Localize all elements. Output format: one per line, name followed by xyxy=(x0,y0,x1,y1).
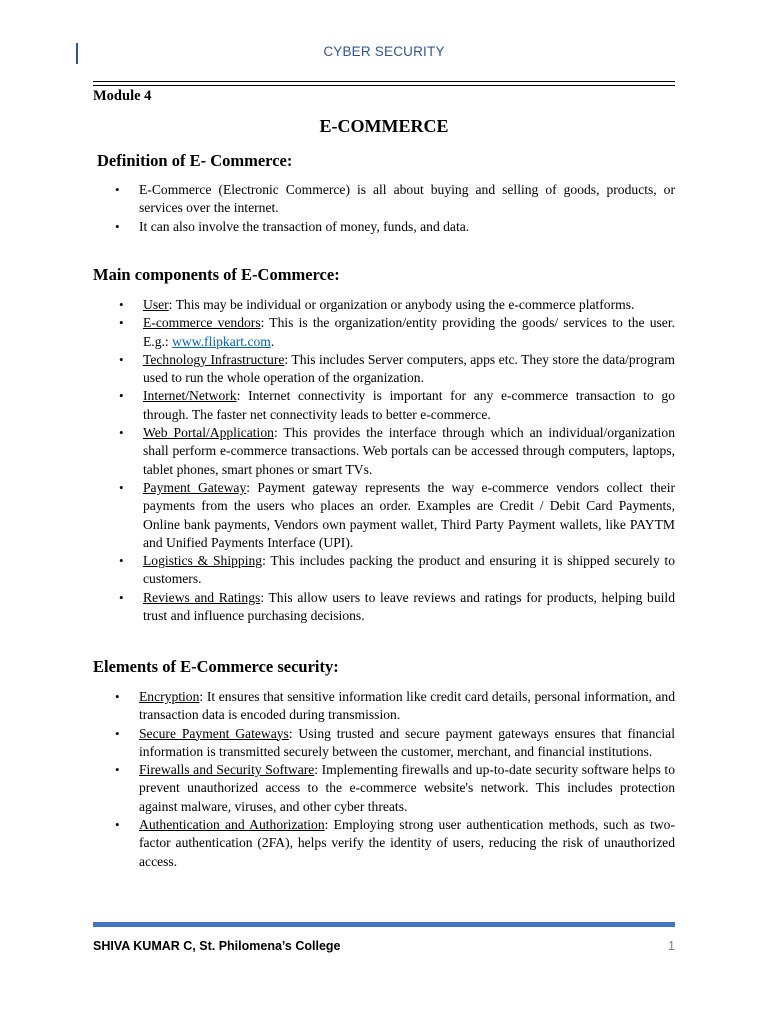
components-list xyxy=(143,296,675,625)
section-heading-components: Main components of E-Commerce: xyxy=(93,265,340,284)
footer-rule xyxy=(93,922,675,927)
item-term: Secure Payment Gateways xyxy=(139,725,289,741)
item-term: User xyxy=(143,297,169,312)
item-text: : This includes Server computers, apps etc. They store the data/program used to run the whole operation of the organization. xyxy=(143,351,675,386)
footer-author: SHIVA KUMAR C, St. Philomena’s College xyxy=(93,939,341,953)
module-label: Module 4 xyxy=(93,88,152,104)
item-text: : Using trusted and secure payment gateways ensures that financial information is transmitted securely between the customer, merchant, and financial institutions. xyxy=(139,725,675,759)
list-item xyxy=(143,424,675,479)
list-item xyxy=(143,589,675,626)
item-term: Logistics & Shipping xyxy=(143,553,263,569)
list-item xyxy=(139,816,675,871)
list-item xyxy=(139,218,675,236)
item-text: : Payment gateway represents the way e-commerce vendors collect their payments from the users who places an order. Examples are Credit / Debit Card Payments, Online bank payments, Vendors own payment wallet, Third Party Payment wallets, like PAYTM and Unified Payments Interface (UPI). xyxy=(143,479,675,550)
item-text: : Employing strong user authentication methods, such as two-factor authentication (2FA), helps verify the identity of users, reducing the risk of unauthorized access. xyxy=(139,817,675,869)
list-item xyxy=(139,181,675,218)
item-term: E-commerce vendors xyxy=(143,315,261,331)
item-text: : It ensures that sensitive information like credit card details, personal information, and transaction data is encoded during transmission. xyxy=(139,689,675,723)
item-text: : Implementing firewalls and up-to-date security software helps to prevent unauthorized access to the e-commerce website's network. This includes protection against malware, viruses, and other cyber threats. xyxy=(139,762,675,814)
section-heading-definition: Definition of E- Commerce: xyxy=(97,151,293,170)
page-title: E-COMMERCE xyxy=(319,116,449,136)
item-term: Reviews and Ratings xyxy=(143,589,261,605)
list-item xyxy=(139,725,675,762)
security-list xyxy=(139,688,675,871)
page-number: 1 xyxy=(668,939,675,953)
item-term: Firewalls and Security Software xyxy=(139,762,315,778)
section-heading-security: Elements of E-Commerce security: xyxy=(93,657,339,676)
list-item xyxy=(143,314,675,351)
item-text: : Internet connectivity is important for any e-commerce transaction to go through. The faster net connectivity leads to better e-commerce. xyxy=(143,388,675,422)
list-item xyxy=(139,688,675,725)
list-item xyxy=(143,479,675,552)
item-term: Payment Gateway xyxy=(143,479,247,495)
item-text: : This provides the interface through which an individual/organization shall perform e-commerce transactions. Web portals can be accessed through computers, laptops, tablet phones, smart phones or smart TVs. xyxy=(143,425,675,477)
header-rule-upper xyxy=(93,81,675,82)
list-item xyxy=(143,351,675,388)
item-text: : This may be individual or organization or anybody using the e-commerce platforms. xyxy=(168,297,635,312)
item-text-end: . xyxy=(270,333,275,349)
list-item xyxy=(139,761,675,816)
item-term: Authentication and Authorization xyxy=(139,817,325,833)
item-term: Internet/Network xyxy=(143,388,237,404)
list-item xyxy=(143,296,675,314)
definition-list xyxy=(139,181,675,236)
item-text: : This is the organization/entity providing the goods/ services to the user. E.g.: xyxy=(143,315,675,349)
item-text: : This includes packing the product and ensuring it is shipped securely to customers. xyxy=(143,553,675,587)
item-term: Encryption xyxy=(139,689,200,704)
list-item xyxy=(143,552,675,589)
item-term: Web Portal/Application xyxy=(143,425,274,441)
item-text: It can also involve the transaction of money, funds, and data. xyxy=(139,218,470,234)
list-item xyxy=(143,387,675,424)
header-title: CYBER SECURITY xyxy=(323,44,445,59)
header-rule-lower xyxy=(93,85,675,86)
flipkart-link[interactable]: www.flipkart.com xyxy=(172,333,271,349)
item-text: : This allow users to leave reviews and ratings for products, helping build trust and influence purchasing decisions. xyxy=(143,589,675,624)
item-term: Technology Infrastructure xyxy=(143,351,285,367)
item-text: E-Commerce (Electronic Commerce) is all about buying and selling of goods, products, or services over the internet. xyxy=(139,182,675,216)
